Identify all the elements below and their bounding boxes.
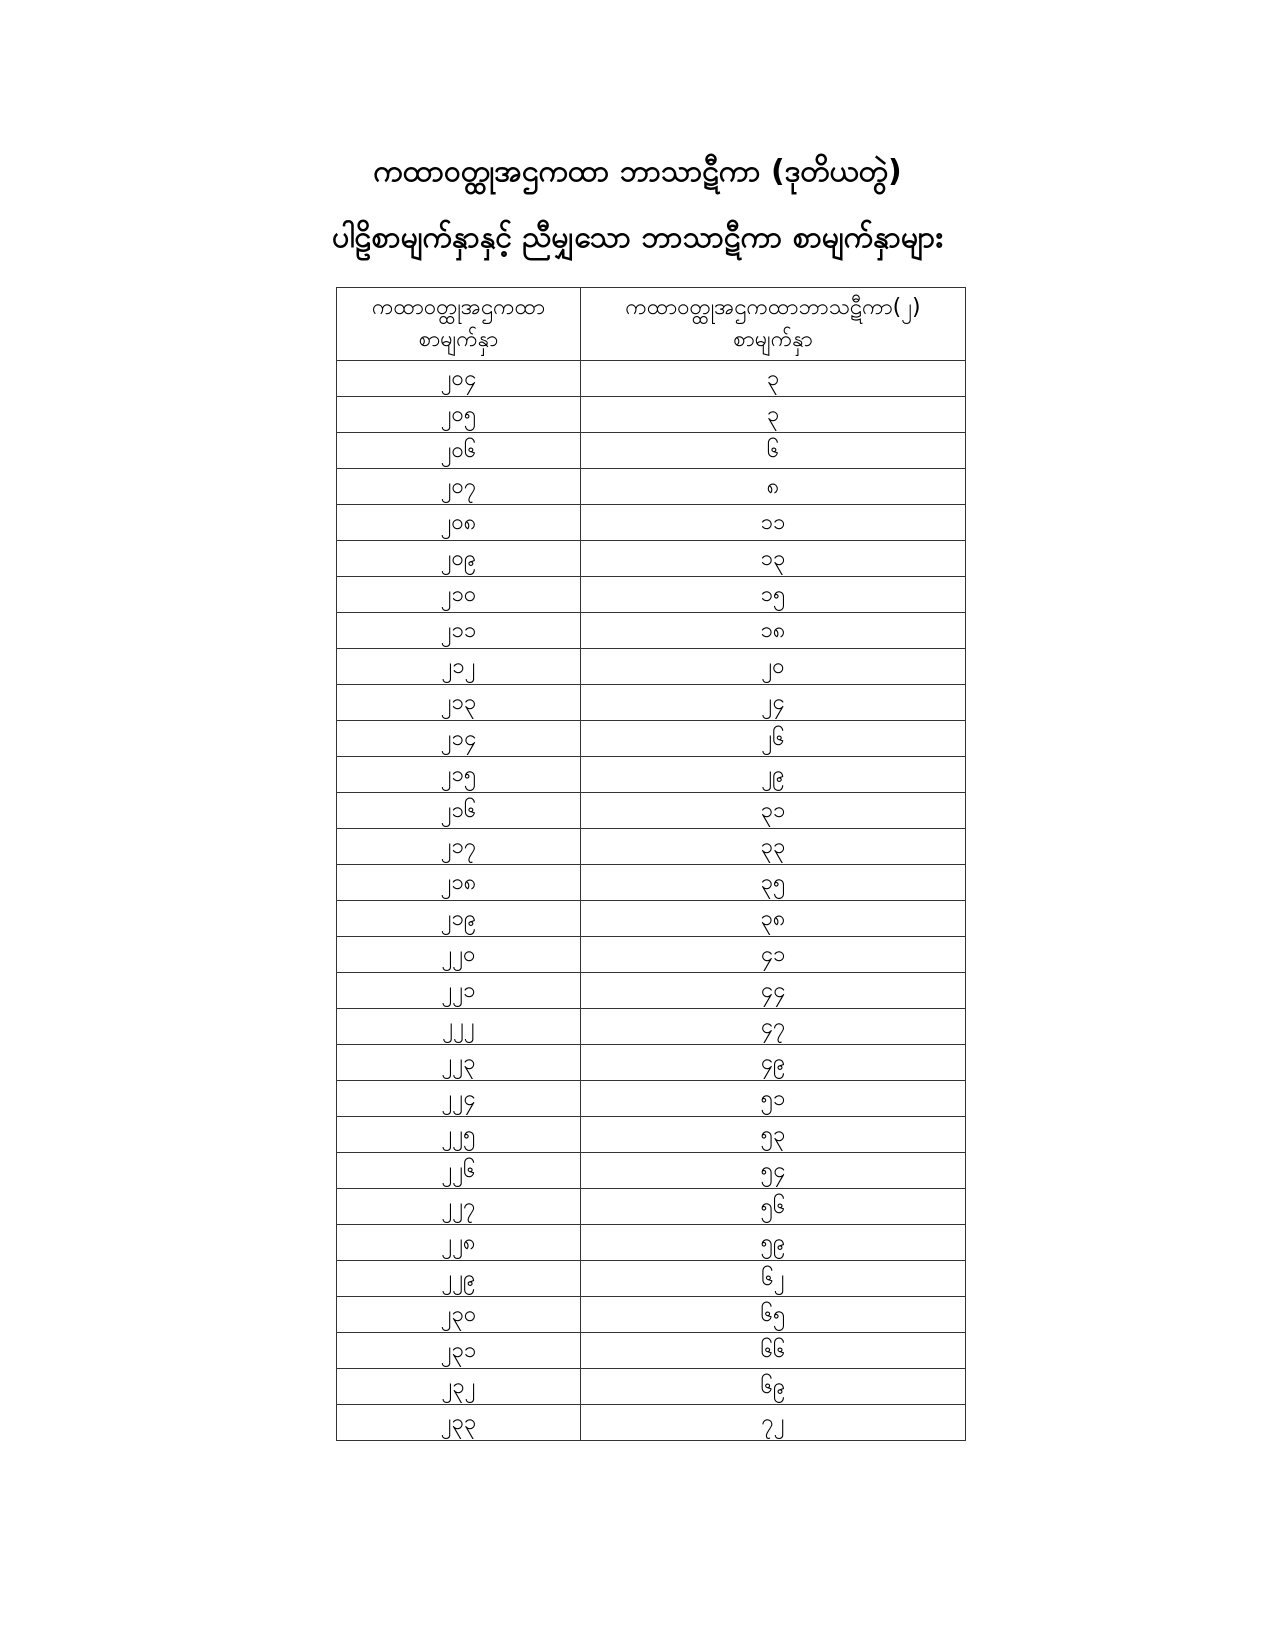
translation-page-cell: ၆၆ [581, 1333, 966, 1369]
translation-page-cell: ၇၂ [581, 1405, 966, 1441]
translation-page-cell: ၂၉ [581, 757, 966, 793]
table-row [337, 541, 966, 577]
translation-page-cell: ၃၈ [581, 901, 966, 937]
translation-page-cell: ၃ [581, 397, 966, 433]
commentary-page-cell: ၂၃၃ [337, 1405, 581, 1441]
commentary-page-cell: ၂၂၁ [337, 973, 581, 1009]
table-row [337, 1369, 966, 1405]
table-row [337, 397, 966, 433]
table-row [337, 721, 966, 757]
translation-page-cell: ၄၉ [581, 1045, 966, 1081]
translation-page-cell: ၈ [581, 469, 966, 505]
table-row [337, 793, 966, 829]
commentary-page-cell: ၂၁၀ [337, 577, 581, 613]
page-title: ကထာဝတ္ထုအဌကထာ ဘာသာဋီကာ (ဒုတိယတွဲ) [373, 154, 902, 189]
translation-page-cell: ၃၁ [581, 793, 966, 829]
page-correspondence-table [336, 287, 966, 1441]
column-header-line: စာမျက်နှာ [733, 327, 813, 352]
table-row [337, 433, 966, 469]
translation-page-cell: ၁၅ [581, 577, 966, 613]
commentary-page-cell: ၂၁၆ [337, 793, 581, 829]
translation-page-cell: ၅၄ [581, 1153, 966, 1189]
translation-page-cell: ၄၄ [581, 973, 966, 1009]
commentary-page-cell: ၂၀၅ [337, 397, 581, 433]
table-row [337, 829, 966, 865]
table-row [337, 505, 966, 541]
commentary-page-cell: ၂၃၀ [337, 1297, 581, 1333]
commentary-page-cell: ၂၀၉ [337, 541, 581, 577]
commentary-page-cell: ၂၁၈ [337, 865, 581, 901]
table-row [337, 1225, 966, 1261]
translation-page-cell: ၂၄ [581, 685, 966, 721]
translation-page-cell: ၅၉ [581, 1225, 966, 1261]
commentary-page-cell: ၂၂၉ [337, 1261, 581, 1297]
translation-page-cell: ၆ [581, 433, 966, 469]
table-row [337, 1045, 966, 1081]
commentary-page-cell: ၂၀၆ [337, 433, 581, 469]
table-row [337, 1333, 966, 1369]
table-row [337, 1117, 966, 1153]
column-header-line: စာမျက်နှာ [418, 327, 499, 352]
commentary-page-cell: ၂၂၄ [337, 1081, 581, 1117]
column-header-line: ကထာဝတ္ထုအဌကထာဘာသဋီကာ(၂) [625, 295, 921, 320]
translation-page-cell: ၂၆ [581, 721, 966, 757]
table-row [337, 577, 966, 613]
table-row [337, 1189, 966, 1225]
commentary-page-cell: ၂၁၉ [337, 901, 581, 937]
translation-page-cell: ၆၉ [581, 1369, 966, 1405]
commentary-page-cell: ၂၂၆ [337, 1153, 581, 1189]
table-row [337, 973, 966, 1009]
translation-page-cell: ၁၃ [581, 541, 966, 577]
translation-page-cell: ၃၅ [581, 865, 966, 901]
column-header-line: ကထာဝတ္ထုအဌကထာ [371, 295, 545, 320]
translation-page-cell: ၆၅ [581, 1297, 966, 1333]
table-row [337, 865, 966, 901]
translation-page-cell: ၄၇ [581, 1009, 966, 1045]
table-row [337, 361, 966, 397]
commentary-page-cell: ၂၂၀ [337, 937, 581, 973]
commentary-page-cell: ၂၂၅ [337, 1117, 581, 1153]
table-header-row [337, 288, 966, 361]
commentary-page-cell: ၂၁၁ [337, 613, 581, 649]
commentary-page-cell: ၂၃၁ [337, 1333, 581, 1369]
commentary-page-cell: ၂၀၈ [337, 505, 581, 541]
translation-page-cell: ၅၆ [581, 1189, 966, 1225]
commentary-page-cell: ၂၂၃ [337, 1045, 581, 1081]
commentary-page-cell: ၂၁၄ [337, 721, 581, 757]
commentary-page-cell: ၂၂၈ [337, 1225, 581, 1261]
commentary-page-cell: ၂၃၂ [337, 1369, 581, 1405]
commentary-page-cell: ၂၀၄ [337, 361, 581, 397]
commentary-page-cell: ၂၁၂ [337, 649, 581, 685]
table-row [337, 1081, 966, 1117]
page-subtitle: ပါဠိစာမျက်နှာနှင့် ညီမျှသော ဘာသာဋီကာ စာမျက်နှာများ [332, 220, 943, 255]
commentary-page-cell: ၂၂၂ [337, 1009, 581, 1045]
commentary-page-cell: ၂၁၅ [337, 757, 581, 793]
translation-page-cell: ၅၁ [581, 1081, 966, 1117]
table-row [337, 901, 966, 937]
translation-page-cell: ၅၃ [581, 1117, 966, 1153]
commentary-page-cell: ၂၁၇ [337, 829, 581, 865]
table-row [337, 1261, 966, 1297]
translation-page-cell: ၁၁ [581, 505, 966, 541]
translation-page-cell: ၄၁ [581, 937, 966, 973]
table-row [337, 469, 966, 505]
table-row [337, 1009, 966, 1045]
table-row [337, 1297, 966, 1333]
commentary-page-cell: ၂၀၇ [337, 469, 581, 505]
table-row [337, 757, 966, 793]
table-row [337, 613, 966, 649]
translation-page-cell: ၆၂ [581, 1261, 966, 1297]
column-header-translation-page [581, 288, 966, 361]
table-row [337, 685, 966, 721]
table-body [337, 361, 966, 1441]
translation-page-cell: ၁၈ [581, 613, 966, 649]
table-row [337, 937, 966, 973]
commentary-page-cell: ၂၂၇ [337, 1189, 581, 1225]
translation-page-cell: ၃၃ [581, 829, 966, 865]
table-row [337, 1153, 966, 1189]
table-row [337, 1405, 966, 1441]
translation-page-cell: ၂၀ [581, 649, 966, 685]
table-row [337, 649, 966, 685]
commentary-page-cell: ၂၁၃ [337, 685, 581, 721]
column-header-commentary-page [337, 288, 581, 361]
translation-page-cell: ၃ [581, 361, 966, 397]
